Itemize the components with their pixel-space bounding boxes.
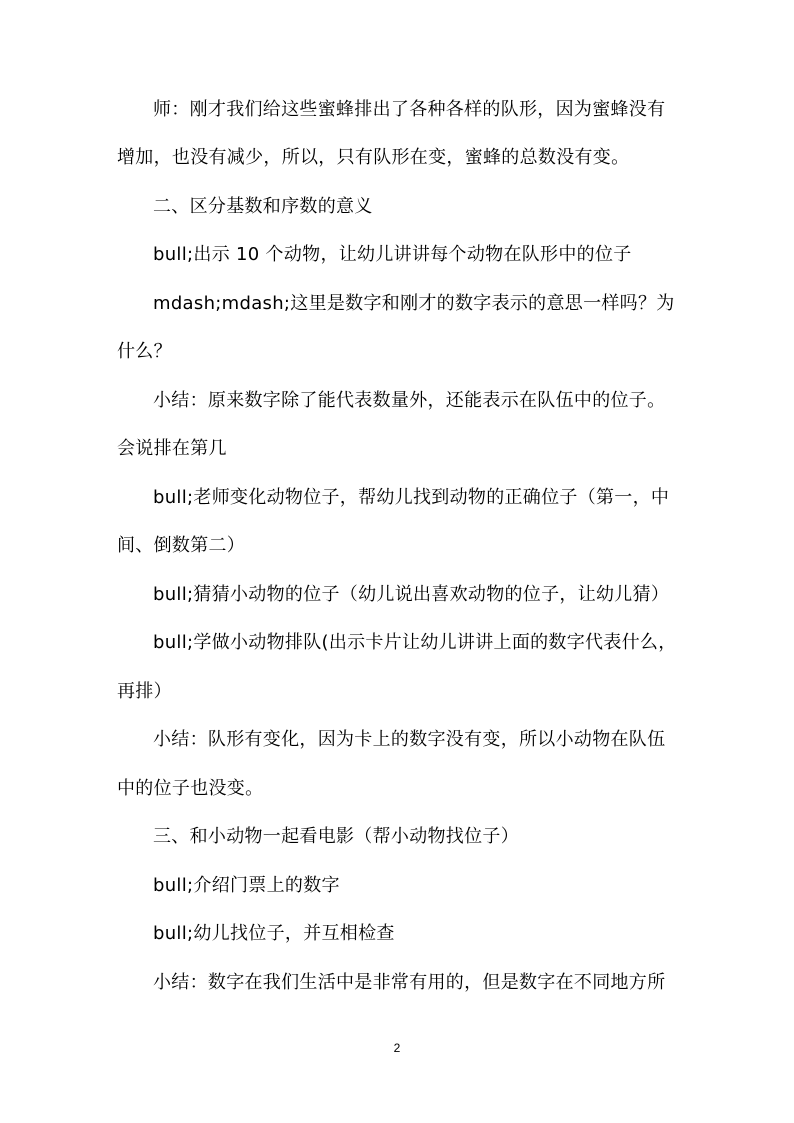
section-heading: 二、区分基数和序数的意义 — [153, 196, 373, 217]
paragraph-line: 再排） — [117, 681, 172, 702]
paragraph-line: bull;老师变化动物位子，帮幼儿找到动物的正确位子（第一，中 — [153, 487, 670, 508]
summary-line: 小结：数字在我们生活中是非常有用的，但是数字在不同地方所 — [153, 972, 666, 993]
paragraph-line: mdash;mdash;这里是数字和刚才的数字表示的意思一样吗？为 — [153, 293, 675, 314]
paragraph-line: 增加，也没有减少，所以，只有队形在变，蜜蜂的总数没有变。 — [117, 147, 630, 168]
section-heading: 三、和小动物一起看电影（帮小动物找位子） — [153, 826, 519, 847]
paragraph-line: bull;出示 10 个动物，让幼儿讲讲每个动物在队形中的位子 — [153, 244, 632, 265]
paragraph-line: 间、倒数第二） — [117, 535, 246, 556]
paragraph-line: bull;介绍门票上的数字 — [153, 875, 340, 896]
summary-line: 小结：原来数字除了能代表数量外，还能表示在队伍中的位子。 — [153, 390, 666, 411]
paragraph-line: 中的位子也没变。 — [117, 778, 264, 799]
page-number: 2 — [393, 1041, 401, 1055]
paragraph-line: 什么？ — [117, 341, 172, 362]
summary-line: 小结：队形有变化，因为卡上的数字没有变，所以小动物在队伍 — [153, 729, 666, 750]
paragraph-line: bull;猜猜小动物的位子（幼儿说出喜欢动物的位子，让幼儿猜） — [153, 584, 670, 605]
paragraph-line: 师：刚才我们给这些蜜蜂排出了各种各样的队形，因为蜜蜂没有 — [153, 99, 666, 120]
paragraph-line: bull;幼儿找位子，并互相检查 — [153, 923, 395, 944]
paragraph-line: 会说排在第几 — [117, 438, 227, 459]
paragraph-line: bull;学做小动物排队(出示卡片让幼儿讲讲上面的数字代表什么， — [153, 632, 677, 653]
